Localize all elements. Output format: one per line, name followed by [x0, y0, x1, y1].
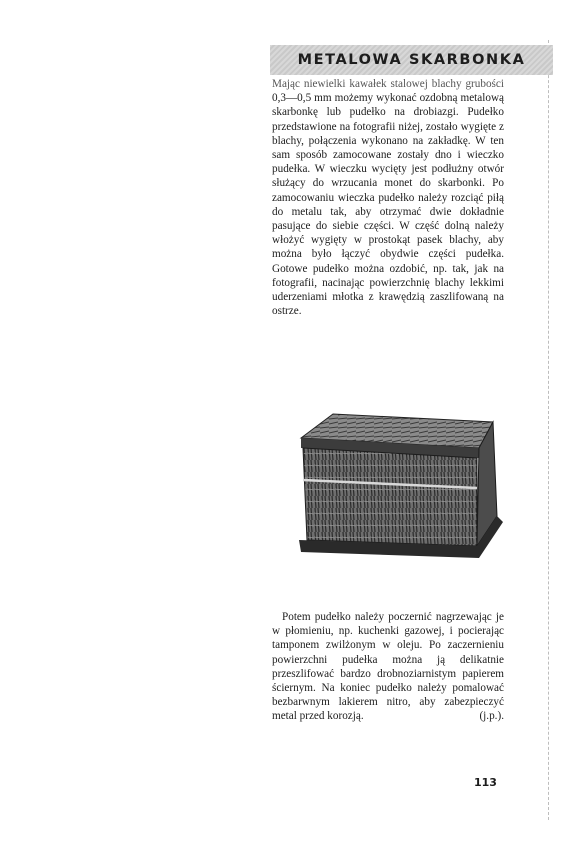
- title-banner: [270, 45, 553, 75]
- text-column-top: [272, 77, 504, 318]
- text-column-bottom: [272, 610, 504, 724]
- author-signature: (j.p.).: [479, 710, 504, 723]
- box-photo: [293, 412, 505, 564]
- article-title: METALOWA SKARBONKA: [297, 52, 526, 68]
- page-edge: [548, 40, 549, 820]
- paragraph-top: Mając niewielki kawałek stalowej blachy grubości 0,3—0,5 mm możemy wykonać ozdobną metalową skarbonkę lub pudełko na drobiazgi. Pudełko przedstawione na fotografii niżej, zostało wygięte z blachy, połączenia wykonano na zakładkę. W ten sam sposób zamocowane zostały dno i wieczko pudełka. W wieczku wycięty jest podłużny otwór służący do wrzucania monet do skarbonki. Po zamocowaniu wieczka pudełko należy rozciąć piłą do metalu tak, aby otrzymać dwie dokładnie pasujące do siebie części. W część dolną należy włożyć wygięty w prostokąt pasek blachy, aby można było łączyć obydwie części pudełka. Gotowe pudełko można ozdobić, np. tak, jak na fotografii, nacinając powierzchnię blachy lekkimi uderzeniami młotka z krawędzią zaszlifowaną na ostrze.: [272, 78, 504, 318]
- box-illustration: [293, 412, 505, 564]
- page-number: 113: [474, 776, 497, 789]
- paragraph-bottom-text: Potem pudełko należy poczernić nagrzewając je w płomieniu, np. kuchenki gazowej, i pocierając tamponem zwilżonym w oleju. Po zaczernieniu powierzchni pudełka można ją delikatnie przeszlifować bardzo drobnoziarnistym papierem ściernym. Na koniec pudełko należy pomalować bezbarwnym lakierem nitro, aby zabezpieczyć metal przed korozją.: [272, 611, 504, 723]
- paragraph-bottom: [272, 610, 504, 724]
